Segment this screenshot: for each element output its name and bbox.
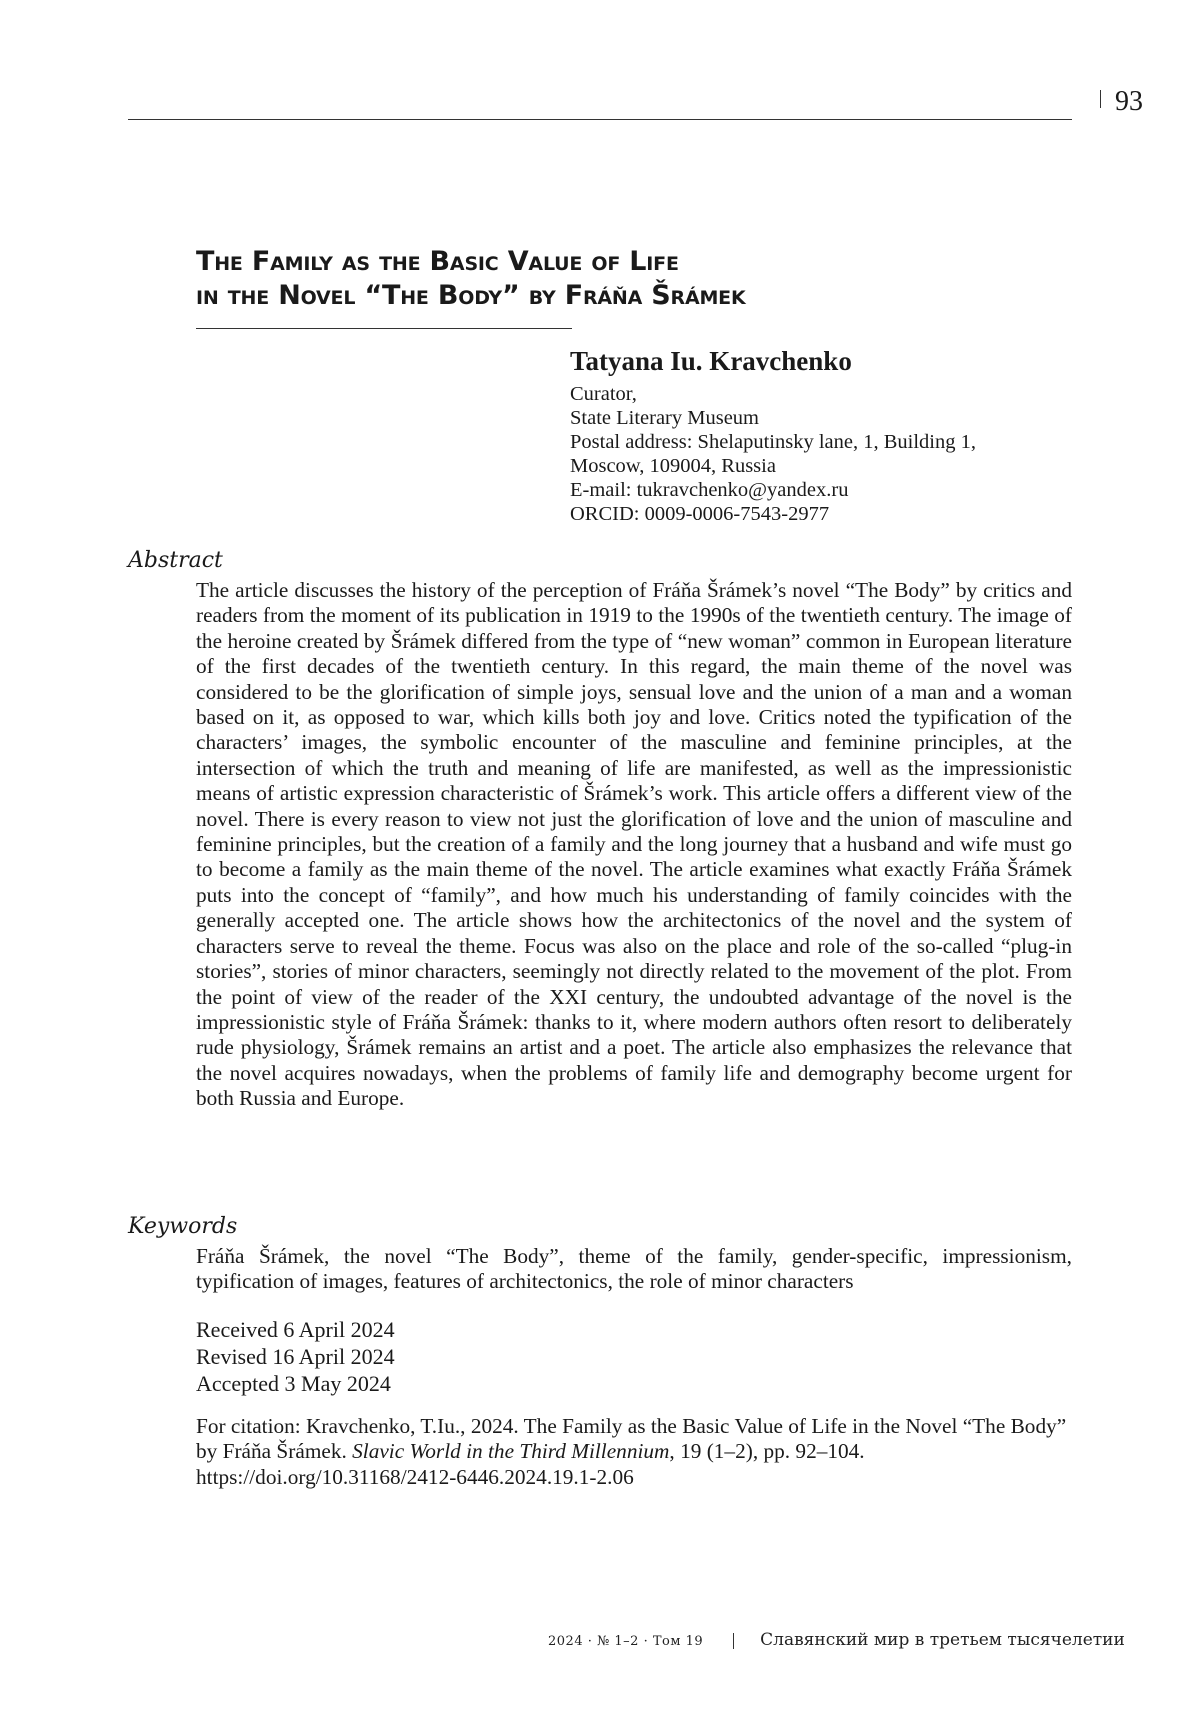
page-number-separator: [1100, 90, 1101, 108]
citation-details: , 19 (1–2), pp. 92–104.: [669, 1439, 865, 1464]
article-dates: [196, 1316, 796, 1397]
keywords-heading: Keywords: [128, 1214, 238, 1239]
author-orcid: ORCID: 0009-0006-7543-2977: [570, 503, 830, 525]
author-postal-address: Postal address: Shelaputinsky lane, 1, Building 1,: [570, 431, 976, 453]
keywords-text: Fráňa Šrámek, the novel “The Body”, theme of the family, gender-specific, impressionism, typification of images, features of architectonics, the role of minor characters: [196, 1244, 1072, 1294]
author-block: [570, 344, 1090, 526]
page-number: 93: [1115, 86, 1143, 117]
revised-date: Revised 16 April 2024: [196, 1344, 395, 1369]
author-position: Curator,: [570, 383, 637, 405]
header-rule: [128, 119, 1072, 120]
title-line-1: The Family as the Basic Value of Life: [196, 246, 679, 277]
author-city: Moscow, 109004, Russia: [570, 455, 776, 477]
title-rule: [196, 328, 572, 329]
title-line-2: in the Novel “The Body” by Fráňa Šrámek: [196, 280, 746, 311]
author-email[interactable]: E-mail: tukravchenko@yandex.ru: [570, 479, 849, 501]
citation-journal: Slavic World in the Third Millennium: [352, 1439, 670, 1464]
author-organization: State Literary Museum: [570, 407, 760, 429]
author-name: Tatyana Iu. Kravchenko: [570, 346, 852, 376]
citation-block: [196, 1414, 1072, 1490]
citation-doi-link[interactable]: https://doi.org/10.31168/2412-6446.2024.19.1-2.06: [196, 1464, 634, 1489]
footer-journal-name: Славянский мир в третьем тысячелетии: [760, 1630, 1125, 1650]
abstract-heading: Abstract: [128, 548, 223, 573]
received-date: Received 6 April 2024: [196, 1317, 395, 1342]
article-title: [196, 245, 1096, 313]
abstract-text: The article discusses the history of the perception of Fráňa Šrámek’s novel “The Body” by critics and readers from the moment of its publication in 1919 to the 1990s of the twentieth century. The image of the heroine created by Šrámek differed from the type of “new woman” common in European literature of the first decades of the twentieth century. In this regard, the main theme of the novel was considered to be the glorification of simple joys, sensual love and the union of a man and a woman based on it, as opposed to war, which kills both joy and love. Critics noted the typification of the characters’ images, the symbolic encounter of the masculine and feminine principles, at the intersection of which the truth and meaning of life are manifested, as well as the impressionistic means of artistic expression characteristic of Šrámek’s work. This article offers a different view of the novel. There is every reason to view not just the glorification of love and the union of masculine and feminine principles, but the creation of a family and the long journey that a husband and wife must go to become a family as the main theme of the novel. The article examines what exactly Fráňa Šrámek puts into the concept of “family”, and how much his understanding of family coincides with the generally accepted one. The article shows how the architectonics of the novel and the system of characters serve to reveal the theme. Focus was also on the place and role of the so-called “plug-in stories”, stories of minor characters, seemingly not directly related to the movement of the plot. From the point of view of the reader of the XXI century, the undoubted advantage of the novel is the impressionistic style of Fráňa Šrámek: thanks to it, where modern authors often resort to deliberately rude physiology, Šrámek remains an artist and a poet. The article also emphasizes the relevance that the novel acquires nowadays, when the problems of family life and demography become urgent for both Russia and Europe.: [196, 578, 1072, 1111]
page-footer: [548, 1630, 1128, 1650]
footer-separator: [733, 1633, 734, 1649]
citation-text: For citation: Kravchenko, T.Iu., 2024. The Family as the Basic Value of Life in the Novel “The Body” by Fráňa Šrámek.: [196, 1414, 1067, 1464]
accepted-date: Accepted 3 May 2024: [196, 1371, 391, 1396]
footer-issue: 2024 · № 1–2 · Том 19: [548, 1634, 704, 1649]
